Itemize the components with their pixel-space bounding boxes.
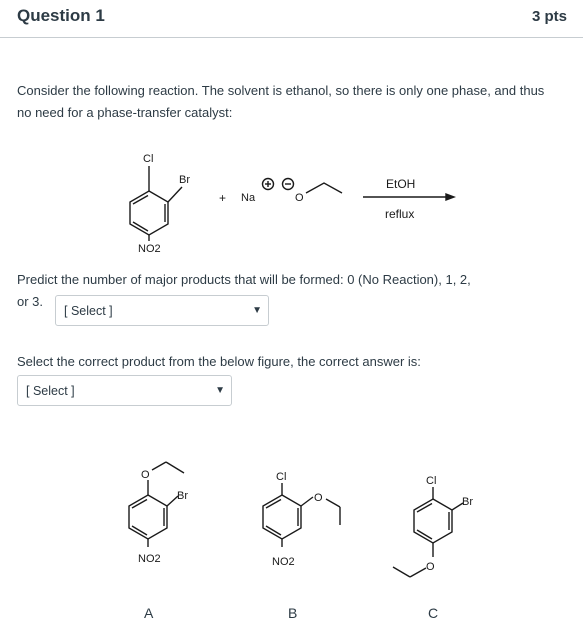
product-c-oxygen-label: O	[426, 561, 435, 573]
product-choice-select-value: [ Select ]	[26, 383, 75, 398]
question-1-prompt-main: Predict the number of major products that will be formed: 0 (No Reaction), 1, 2,	[17, 272, 471, 287]
sodium-ethoxide	[241, 179, 342, 205]
reactant-no2-label: NO2	[138, 243, 161, 255]
product-a-molecule	[129, 462, 188, 565]
product-b-molecule	[263, 471, 340, 568]
sodium-label: Na	[241, 192, 256, 204]
product-a-no2-label: NO2	[138, 553, 161, 565]
reactant-br-label: Br	[179, 174, 190, 186]
reactant-molecule	[130, 153, 190, 255]
question-header	[0, 0, 583, 38]
product-a-br-label: Br	[177, 490, 188, 502]
product-structures	[0, 455, 583, 595]
product-b-no2-label: NO2	[272, 556, 295, 568]
question-points: 3 pts	[531, 8, 567, 25]
question-title: Question 1	[17, 6, 105, 25]
condition-label: reflux	[385, 207, 415, 221]
question-intro: Consider the following reaction. The solvent is ethanol, so there is only one phase, and thus no need for a phase-transfer catalyst:	[17, 83, 545, 120]
reaction-arrow-icon	[363, 194, 454, 200]
oxygen-label: O	[295, 192, 304, 204]
product-count-select[interactable]	[55, 295, 269, 326]
product-a-label: A	[144, 605, 154, 621]
product-c-molecule	[393, 475, 473, 577]
product-count-select-value: [ Select ]	[64, 303, 113, 318]
product-c-label: C	[428, 605, 439, 621]
plus-sign: +	[219, 191, 227, 205]
product-choice-select[interactable]	[17, 375, 232, 406]
question-1-prompt-tail: or 3.	[17, 294, 44, 309]
product-b-label: B	[288, 605, 298, 621]
product-b-oxygen-label: O	[314, 492, 323, 504]
question-2-prompt: Select the correct product from the below figure, the correct answer is:	[17, 354, 421, 369]
solvent-label: EtOH	[386, 177, 416, 191]
chevron-down-icon: ▼	[215, 385, 225, 396]
product-c-cl-label: Cl	[426, 475, 437, 487]
reaction-scheme	[0, 145, 583, 265]
chevron-down-icon: ▼	[252, 305, 262, 316]
plus-charge-icon	[263, 179, 274, 190]
reactant-cl-label: Cl	[143, 153, 154, 165]
minus-charge-icon	[283, 179, 294, 190]
product-c-br-label: Br	[462, 496, 473, 508]
product-a-oxygen-label: O	[141, 469, 150, 481]
product-b-cl-label: Cl	[276, 471, 287, 483]
